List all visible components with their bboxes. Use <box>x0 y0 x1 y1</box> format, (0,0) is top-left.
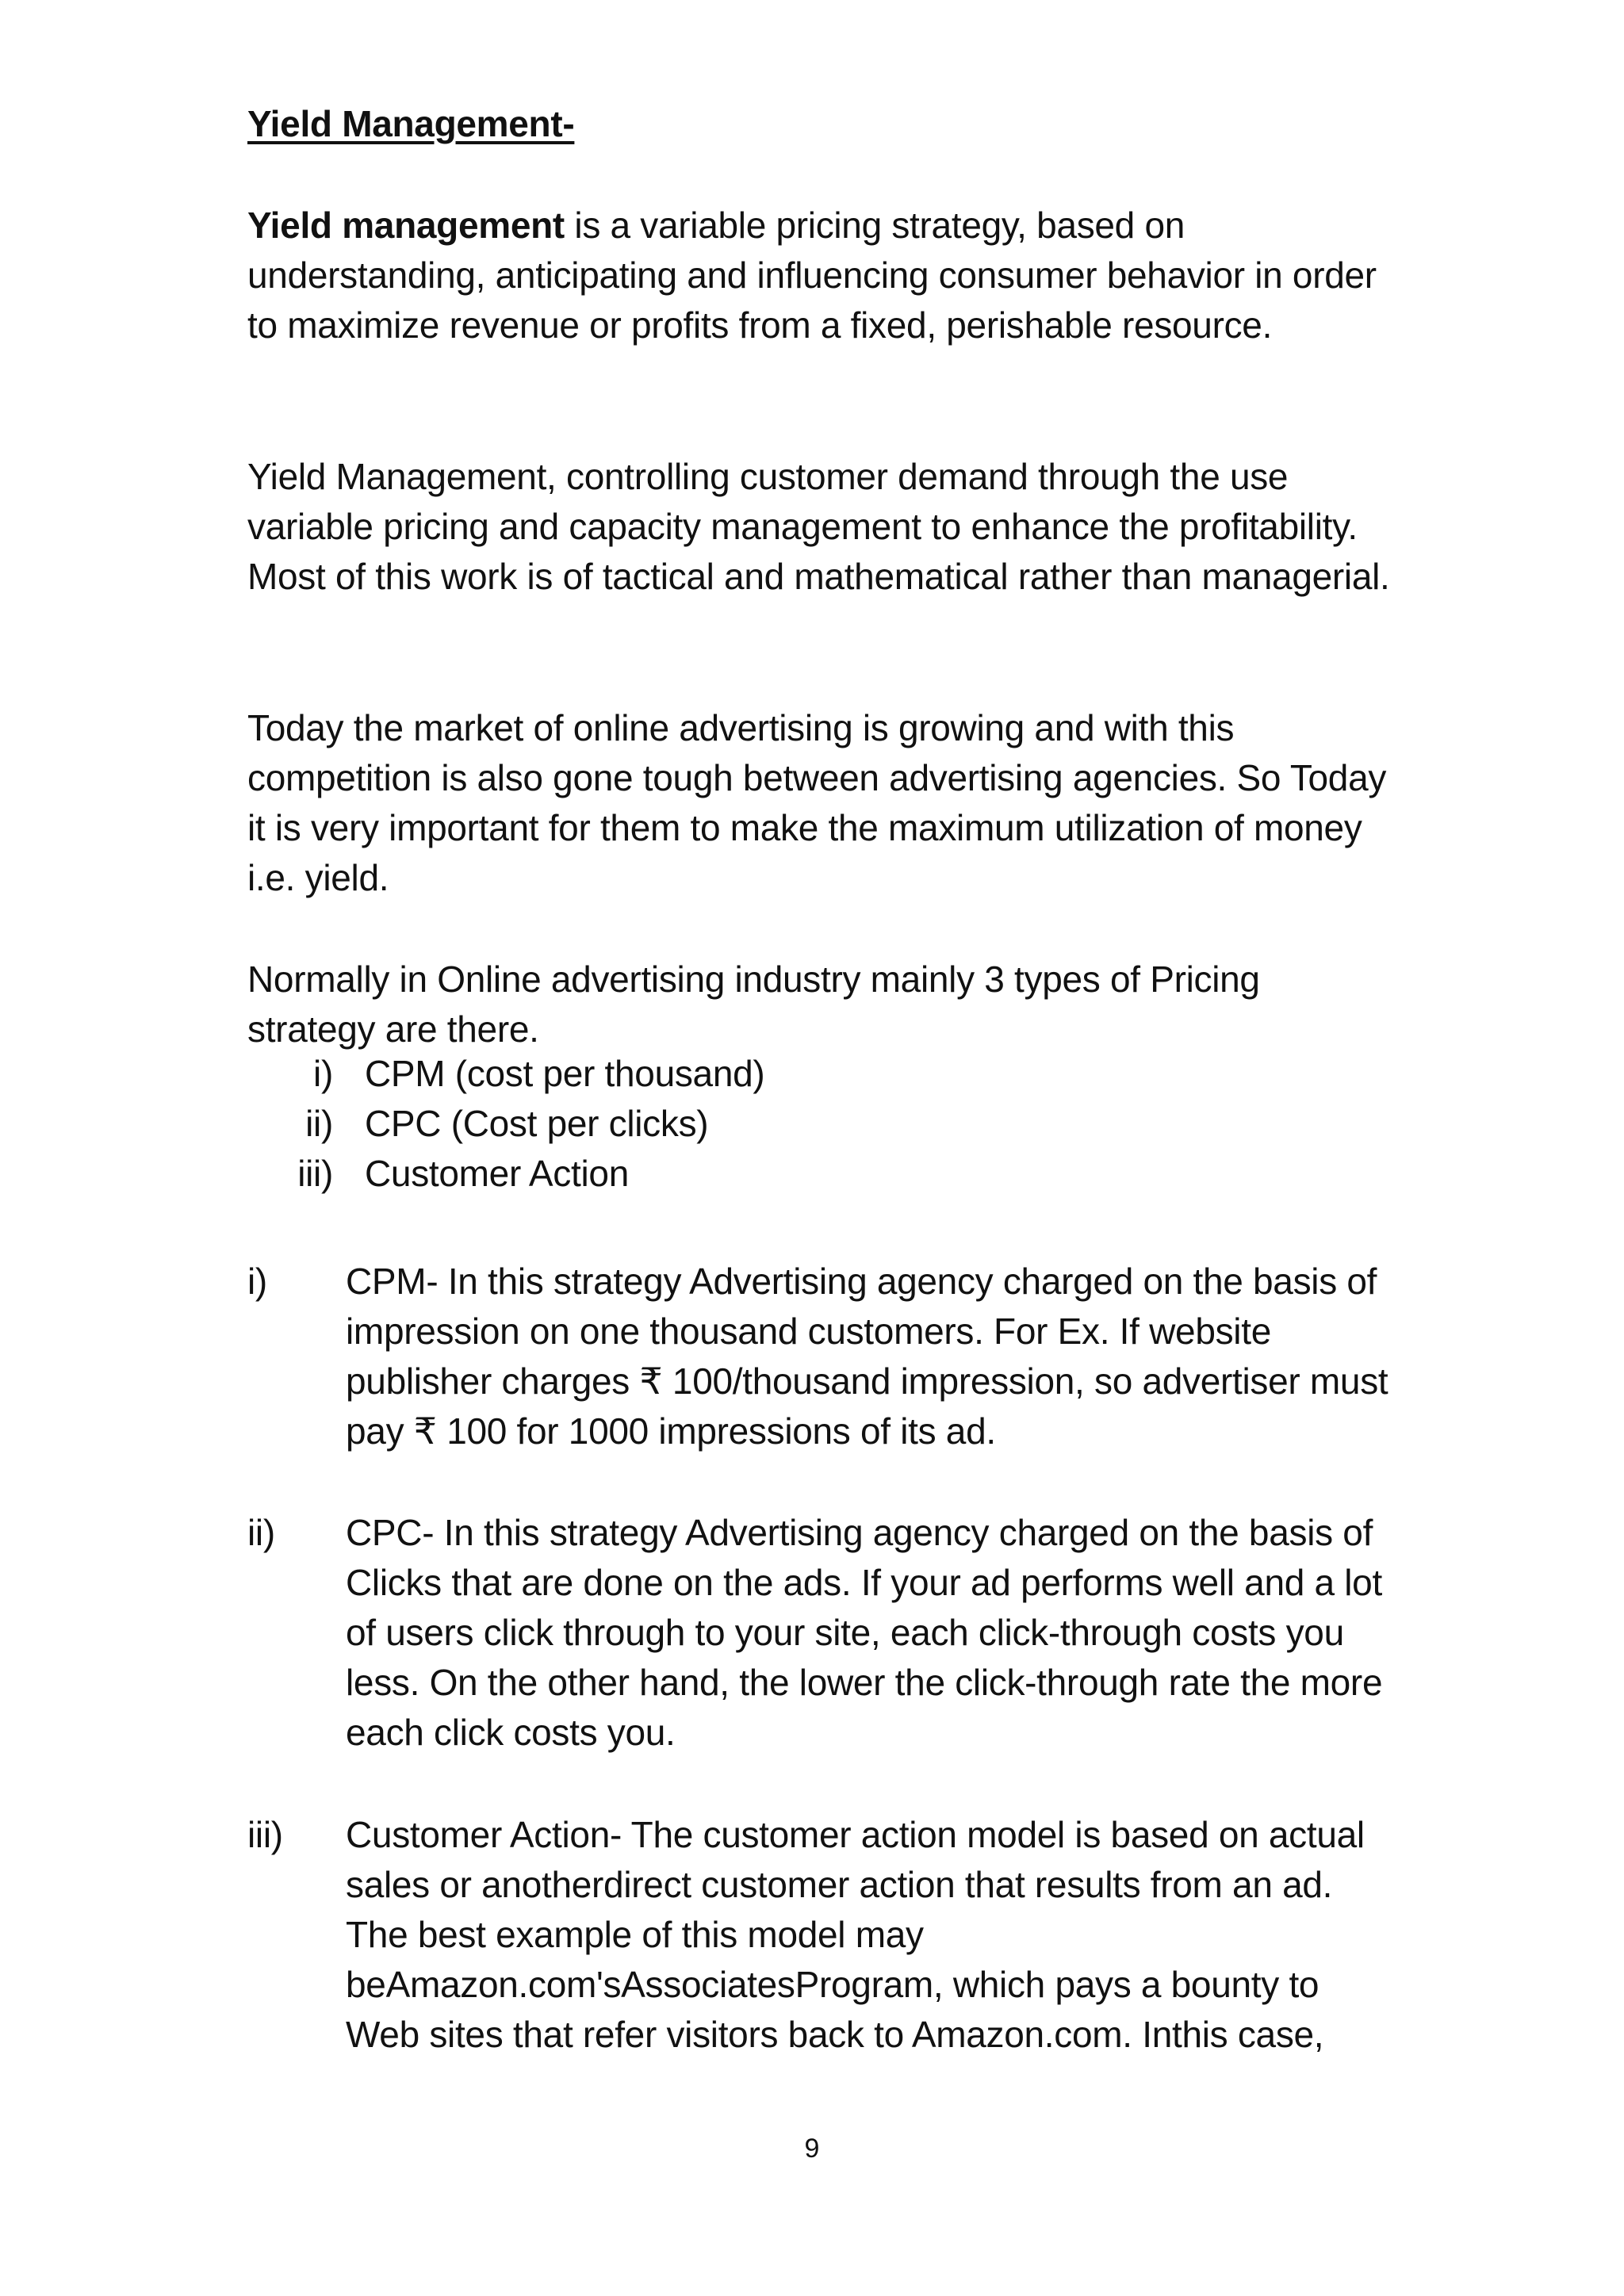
list-number: ii) <box>305 1103 333 1144</box>
paragraph-text: Today the market of online advertising is growing and with this competition is also gone tough between advertising agencies. So Today it is very important for them to make the maximum utilization of money i.e. yield. <box>247 707 1387 898</box>
section-heading: Yield Management- <box>247 103 575 144</box>
list-text: CPC- In this strategy Advertising agency charged on the basis of Clicks that are done on the ads. If your ad performs well and a lot of users click through to your site, each click-through costs you less. On the other hand, the lower the click-through rate the more each click costs you. <box>346 1512 1383 1753</box>
paragraph-yield-control <box>247 452 1397 602</box>
list-text: Customer Action <box>365 1153 629 1194</box>
paragraph-pricing-intro <box>247 955 1397 1054</box>
cpm-explanation <box>247 1257 1397 1456</box>
page-number: 9 <box>804 2133 820 2164</box>
list-number: iii) <box>297 1153 333 1194</box>
paragraph-text: Yield Management, controlling customer demand through the use variable pricing and capacity management to enhance the profitability. Most of this work is of tactical and mathematical rather than managerial. <box>247 456 1390 597</box>
paragraph-yield-definition <box>247 201 1397 350</box>
list-number: ii) <box>247 1512 275 1553</box>
bold-term: Yield management <box>247 205 565 246</box>
list-text: CPM (cost per thousand) <box>365 1053 765 1094</box>
list-number: i) <box>247 1261 267 1302</box>
paragraph-text: Normally in Online advertising industry mainly 3 types of Pricing strategy are there. <box>247 959 1260 1050</box>
list-number: iii) <box>247 1814 283 1855</box>
list-text: Customer Action- The customer action model is based on actual sales or anotherdirect customer action that results from an ad. The best example of this model may beAmazon.com'sAssociatesProgram, which pays a bounty to Web sites that refer visitors back to Amazon.com. Inthis case, <box>346 1814 1365 2055</box>
list-text: CPC (Cost per clicks) <box>365 1103 709 1144</box>
list-number: i) <box>313 1053 333 1094</box>
list-text: CPM- In this strategy Advertising agency charged on the basis of impression on one thousand customers. For Ex. If website publisher charges ₹ 100/thousand impression, so advertiser must pay ₹ 100 for 1000 impressions of its ad. <box>346 1261 1388 1452</box>
paragraph-online-advertising <box>247 703 1397 903</box>
paragraph-text: is a variable pricing strategy, based on understanding, anticipating and influencing consumer behavior in order to maximize revenue or profits from a fixed, perishable resource. <box>247 205 1377 346</box>
cpc-explanation <box>247 1508 1397 1758</box>
customer-action-explanation <box>247 1810 1397 2060</box>
